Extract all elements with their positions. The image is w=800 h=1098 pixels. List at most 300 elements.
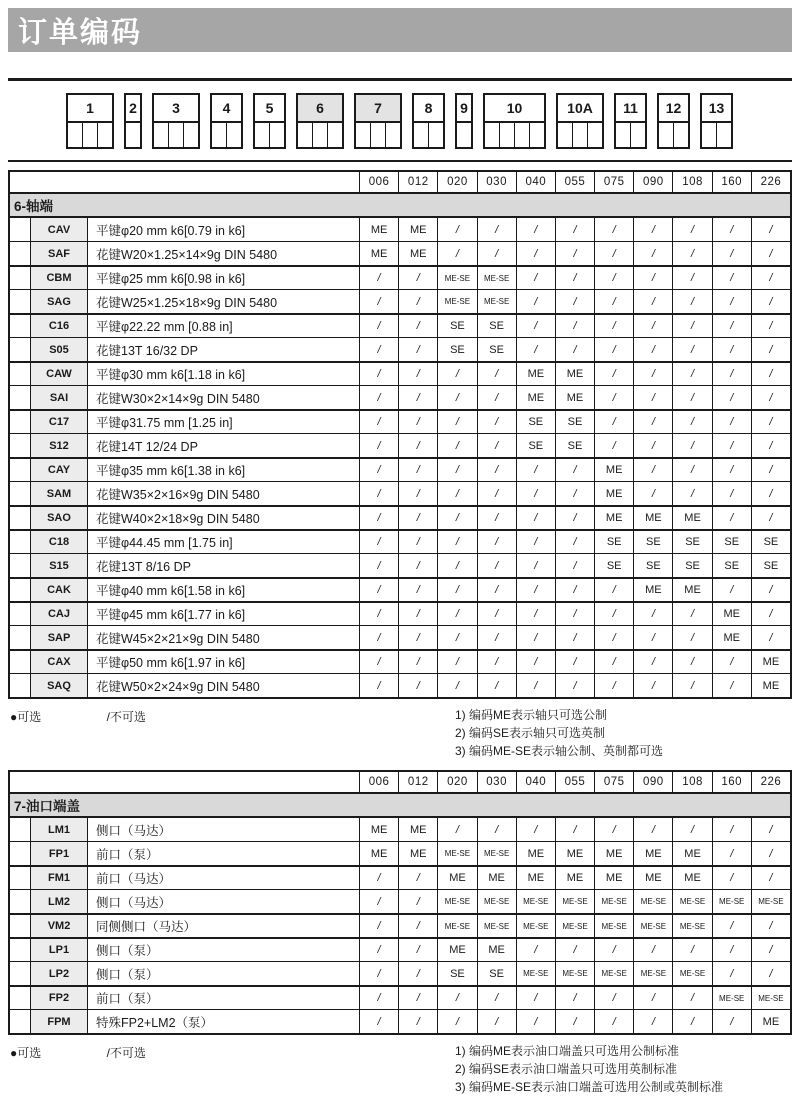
value-cell: / [359, 531, 398, 553]
row-code: SAF [30, 242, 88, 265]
value-cell: ME [633, 842, 672, 865]
value-cell: / [516, 651, 555, 673]
code-box-subcells-13 [700, 123, 733, 149]
value-cell: / [359, 939, 398, 961]
page [8, 8, 792, 1098]
value-cell: ME-SE [477, 915, 516, 937]
size-column-header-012: 012 [398, 172, 437, 192]
value-cell: / [672, 338, 711, 361]
code-box-label-2: 2 [124, 93, 142, 123]
table-row-CBM [10, 265, 790, 289]
size-column-header-108: 108 [672, 772, 711, 792]
value-cell: / [359, 1010, 398, 1033]
value-cell: / [672, 987, 711, 1009]
value-cell: / [672, 482, 711, 505]
value-cell: / [633, 218, 672, 241]
value-cell: ME-SE [712, 890, 751, 913]
code-box-subcell [529, 123, 544, 147]
value-cell: ME-SE [477, 290, 516, 313]
value-cell: / [672, 818, 711, 841]
legend-not-available: /不可选 [106, 710, 146, 724]
table-row-SAG [10, 289, 790, 313]
value-cell: SE [516, 434, 555, 457]
value-cell: SE [672, 554, 711, 577]
value-cell: / [672, 363, 711, 385]
value-cell: ME-SE [516, 890, 555, 913]
code-box-subcells-10A [556, 123, 604, 149]
value-cell: ME [672, 507, 711, 529]
row-description: 花键W35×2×16×9g DIN 5480 [96, 487, 260, 502]
value-cell: / [437, 507, 476, 529]
value-cell: / [437, 579, 476, 601]
value-cell: ME-SE [594, 962, 633, 985]
table-row-SAQ [10, 673, 790, 697]
value-cell: / [516, 459, 555, 481]
value-cell: / [712, 651, 751, 673]
legend [8, 1040, 455, 1098]
value-cell: / [477, 818, 516, 841]
value-cell: / [751, 218, 790, 241]
row-spacer [10, 626, 30, 649]
value-cell: / [672, 626, 711, 649]
note-line: 3) 编码ME-SE表示轴公制、英制都可选 [455, 744, 664, 758]
row-description: 花键W40×2×18×9g DIN 5480 [96, 512, 260, 526]
value-cell: / [555, 242, 594, 265]
size-column-header-226: 226 [751, 172, 790, 192]
value-cell: / [555, 987, 594, 1009]
value-cell: / [516, 579, 555, 601]
port-cover-notes [455, 1040, 792, 1098]
value-cell: / [437, 242, 476, 265]
row-description: 平键φ25 mm k6[0.98 in k6] [96, 272, 246, 286]
row-code: LM2 [30, 890, 88, 913]
value-cell: SE [633, 531, 672, 553]
value-cell: / [359, 915, 398, 937]
value-cell: / [359, 507, 398, 529]
table-row-LP2 [10, 961, 790, 985]
value-cell: / [437, 363, 476, 385]
row-code: SAO [30, 507, 88, 529]
row-code: CBM [30, 267, 88, 289]
size-header-row [10, 172, 790, 194]
value-cell: / [477, 674, 516, 697]
value-cell: / [477, 603, 516, 625]
code-box-subcell [428, 123, 443, 147]
value-cell: / [359, 386, 398, 409]
value-cell: / [633, 315, 672, 337]
code-box-label-13: 13 [700, 93, 733, 123]
value-cell: ME [359, 818, 398, 841]
value-cell: / [672, 459, 711, 481]
value-cell: / [477, 1010, 516, 1033]
row-description: 平键φ40 mm k6[1.58 in k6] [96, 584, 246, 598]
code-box-group-3 [152, 93, 200, 149]
code-box-label-12: 12 [657, 93, 690, 123]
code-box-subcell [154, 123, 168, 147]
value-cell: ME-SE [437, 890, 476, 913]
code-box-subcells-11 [614, 123, 647, 149]
value-cell: SE [516, 411, 555, 433]
value-cell: / [633, 674, 672, 697]
value-cell: ME [555, 842, 594, 865]
table-row-FM1 [10, 865, 790, 889]
code-box-group-8 [412, 93, 445, 149]
value-cell: / [516, 554, 555, 577]
value-cell: / [398, 890, 437, 913]
value-cell: / [594, 218, 633, 241]
row-code: LP2 [30, 962, 88, 985]
table-row-CAX [10, 649, 790, 673]
value-cell: ME [398, 218, 437, 241]
value-cell: / [477, 579, 516, 601]
value-cell: / [477, 507, 516, 529]
value-cell: / [555, 338, 594, 361]
row-description: 平键φ20 mm k6[0.79 in k6] [96, 223, 246, 238]
value-cell: / [594, 242, 633, 265]
size-column-header-226: 226 [751, 772, 790, 792]
value-cell: / [751, 579, 790, 601]
row-spacer [10, 939, 30, 961]
value-cell: / [594, 363, 633, 385]
value-cell: ME [398, 242, 437, 265]
value-cell: / [516, 315, 555, 337]
value-cell: / [516, 818, 555, 841]
value-cell: ME [751, 1010, 790, 1033]
value-cell: / [398, 867, 437, 889]
row-code: S12 [30, 434, 88, 457]
code-box-subcell [716, 123, 731, 147]
table-row-SAI [10, 385, 790, 409]
value-cell: / [712, 290, 751, 313]
row-spacer [10, 363, 30, 385]
value-cell: SE [477, 315, 516, 337]
row-code: CAK [30, 579, 88, 601]
value-cell: / [751, 939, 790, 961]
value-cell: / [437, 987, 476, 1009]
row-description: 侧口（泵） [96, 967, 159, 982]
code-box-subcell [659, 123, 673, 147]
value-cell: / [672, 651, 711, 673]
value-cell: ME [477, 939, 516, 961]
value-cell: ME-SE [751, 987, 790, 1009]
code-box-label-10: 10 [483, 93, 546, 123]
value-cell: / [633, 482, 672, 505]
value-cell: / [633, 434, 672, 457]
row-spacer [10, 459, 30, 481]
table-row-CAY [10, 457, 790, 481]
value-cell: / [751, 459, 790, 481]
value-cell: ME-SE [437, 842, 476, 865]
note-line: 3) 编码ME-SE表示油口端盖可选用公制或英制标准 [455, 1080, 724, 1094]
value-cell: ME-SE [751, 890, 790, 913]
value-cell: / [594, 434, 633, 457]
value-cell: / [672, 1010, 711, 1033]
value-cell: ME [359, 242, 398, 265]
value-cell: ME [751, 674, 790, 697]
value-cell: ME [594, 507, 633, 529]
row-code: FM1 [30, 867, 88, 889]
row-spacer [10, 386, 30, 409]
legend-optional: ●可选 [10, 1046, 42, 1060]
row-description: 平键φ22.22 mm [0.88 in] [96, 320, 233, 334]
value-cell: / [751, 290, 790, 313]
value-cell: / [751, 363, 790, 385]
table-row-CAK [10, 577, 790, 601]
value-cell: / [633, 626, 672, 649]
value-cell: / [359, 315, 398, 337]
row-description: 花键13T 8/16 DP [96, 559, 191, 574]
size-column-header-012: 012 [398, 772, 437, 792]
value-cell: ME [516, 386, 555, 409]
value-cell: / [712, 267, 751, 289]
value-cell: / [672, 242, 711, 265]
value-cell: / [555, 651, 594, 673]
value-cell: ME [555, 386, 594, 409]
code-box-subcell [414, 123, 428, 147]
top-rule [8, 78, 792, 81]
value-cell: / [477, 987, 516, 1009]
table-row-LM2 [10, 889, 790, 913]
value-cell: / [594, 987, 633, 1009]
table-row-C16 [10, 313, 790, 337]
value-cell: / [712, 459, 751, 481]
row-spacer [10, 818, 30, 841]
value-cell: / [594, 626, 633, 649]
size-column-header-075: 075 [594, 172, 633, 192]
value-cell: / [437, 459, 476, 481]
value-cell: / [555, 315, 594, 337]
row-code: SAP [30, 626, 88, 649]
size-header-row [10, 772, 790, 794]
row-description: 平键φ30 mm k6[1.18 in k6] [96, 368, 246, 382]
size-header-spacer [10, 772, 359, 792]
row-spacer [10, 987, 30, 1009]
size-column-header-040: 040 [516, 772, 555, 792]
value-cell: / [555, 531, 594, 553]
row-code: CAV [30, 218, 88, 241]
value-cell: / [633, 290, 672, 313]
size-column-header-075: 075 [594, 772, 633, 792]
value-cell: / [712, 579, 751, 601]
row-code: SAI [30, 386, 88, 409]
value-cell: / [516, 603, 555, 625]
code-box-subcell [572, 123, 587, 147]
value-cell: / [594, 290, 633, 313]
row-code: LP1 [30, 939, 88, 961]
value-cell: / [751, 867, 790, 889]
value-cell: / [751, 338, 790, 361]
size-column-header-006: 006 [359, 772, 398, 792]
code-box-subcell [168, 123, 183, 147]
value-cell: ME-SE [633, 890, 672, 913]
row-spacer [10, 962, 30, 985]
table-row-S12 [10, 433, 790, 457]
value-cell: / [712, 674, 751, 697]
row-spacer [10, 482, 30, 505]
code-box-subcell [327, 123, 342, 147]
value-cell: / [555, 674, 594, 697]
code-box-group-11 [614, 93, 647, 149]
value-cell: / [751, 315, 790, 337]
value-cell: / [751, 242, 790, 265]
note-line: 2) 编码SE表示轴只可选英制 [455, 726, 606, 740]
code-box-group-12 [657, 93, 690, 149]
value-cell: / [712, 315, 751, 337]
row-description: 前口（泵） [96, 847, 159, 862]
code-box-subcell [702, 123, 716, 147]
value-cell: / [712, 386, 751, 409]
value-cell: / [359, 554, 398, 577]
value-cell: / [633, 603, 672, 625]
code-box-label-4: 4 [210, 93, 243, 123]
value-cell: ME-SE [437, 290, 476, 313]
value-cell: / [398, 579, 437, 601]
size-column-header-020: 020 [437, 172, 476, 192]
value-cell: / [672, 267, 711, 289]
value-cell: / [555, 579, 594, 601]
code-box-subcell [183, 123, 198, 147]
value-cell: ME-SE [594, 915, 633, 937]
value-cell: / [712, 867, 751, 889]
value-cell: / [633, 987, 672, 1009]
value-cell: / [672, 939, 711, 961]
value-cell: / [359, 987, 398, 1009]
value-cell: SE [594, 554, 633, 577]
row-code: SAQ [30, 674, 88, 697]
value-cell: / [555, 626, 594, 649]
table-row-SAF [10, 241, 790, 265]
row-description: 同侧侧口（马达） [96, 920, 197, 934]
code-box-subcells-9 [455, 123, 473, 149]
row-code: LM1 [30, 818, 88, 841]
value-cell: / [437, 554, 476, 577]
value-cell: / [594, 651, 633, 673]
row-spacer [10, 603, 30, 625]
row-spacer [10, 267, 30, 289]
value-cell: / [398, 338, 437, 361]
code-box-subcell [514, 123, 529, 147]
value-cell: / [398, 626, 437, 649]
section-header: 6-轴端 [10, 194, 790, 217]
code-box-group-2 [124, 93, 142, 149]
value-cell: / [555, 603, 594, 625]
value-cell: / [751, 482, 790, 505]
row-spacer [10, 411, 30, 433]
code-box-subcell [673, 123, 688, 147]
value-cell: / [477, 363, 516, 385]
value-cell: / [437, 218, 476, 241]
value-cell: / [555, 554, 594, 577]
value-cell: / [477, 242, 516, 265]
value-cell: / [516, 338, 555, 361]
value-cell: / [398, 554, 437, 577]
value-cell: / [555, 459, 594, 481]
row-description: 花键W50×2×24×9g DIN 5480 [96, 679, 260, 694]
size-column-header-090: 090 [633, 172, 672, 192]
code-box-label-7: 7 [354, 93, 402, 123]
row-spacer [10, 579, 30, 601]
value-cell: ME-SE [516, 915, 555, 937]
table-row-CAJ [10, 601, 790, 625]
code-box-subcell [226, 123, 241, 147]
value-cell: / [751, 962, 790, 985]
value-cell: / [398, 962, 437, 985]
code-box-subcell [587, 123, 602, 147]
row-description: 特殊FP2+LM2（泵） [96, 1015, 214, 1030]
value-cell: ME [712, 626, 751, 649]
value-cell: / [437, 603, 476, 625]
value-cell: ME [594, 459, 633, 481]
value-cell: / [359, 338, 398, 361]
value-cell: / [751, 818, 790, 841]
row-spacer [10, 338, 30, 361]
value-cell: / [359, 482, 398, 505]
value-cell: / [477, 411, 516, 433]
code-box-subcell [485, 123, 499, 147]
value-cell: ME [398, 842, 437, 865]
value-cell: / [594, 674, 633, 697]
section-header: 7-油口端盖 [10, 794, 790, 817]
value-cell: / [398, 363, 437, 385]
code-box-subcells-10 [483, 123, 546, 149]
value-cell: / [477, 386, 516, 409]
value-cell: / [712, 842, 751, 865]
row-description: 前口（泵） [96, 992, 159, 1006]
code-box-subcell [298, 123, 312, 147]
value-cell: / [712, 338, 751, 361]
value-cell: / [398, 987, 437, 1009]
code-box-subcells-1 [66, 123, 114, 149]
value-cell: SE [594, 531, 633, 553]
value-cell: / [594, 338, 633, 361]
row-spacer [10, 842, 30, 865]
value-cell: / [555, 218, 594, 241]
table-row-S05 [10, 337, 790, 361]
value-cell: / [633, 459, 672, 481]
value-cell: / [672, 674, 711, 697]
value-cell: ME [437, 867, 476, 889]
value-cell: ME [516, 867, 555, 889]
code-box-subcell [385, 123, 400, 147]
code-box-subcell [269, 123, 284, 147]
value-cell: ME-SE [477, 267, 516, 289]
code-box-subcells-2 [124, 123, 142, 149]
code-box-label-3: 3 [152, 93, 200, 123]
page-title: 订单编码 [18, 16, 143, 49]
row-code: FP1 [30, 842, 88, 865]
value-cell: ME [359, 218, 398, 241]
row-description: 花键13T 16/32 DP [96, 343, 198, 358]
value-cell: ME-SE [516, 962, 555, 985]
value-cell: ME-SE [555, 890, 594, 913]
value-cell: / [477, 482, 516, 505]
value-cell: / [712, 507, 751, 529]
code-box-subcell [356, 123, 370, 147]
value-cell: / [516, 507, 555, 529]
size-column-header-020: 020 [437, 772, 476, 792]
note-line: 1) 编码ME表示油口端盖只可选用公制标准 [455, 1044, 680, 1058]
value-cell: / [398, 651, 437, 673]
value-cell: / [555, 818, 594, 841]
value-cell: ME-SE [437, 915, 476, 937]
value-cell: / [594, 267, 633, 289]
code-box-subcell [370, 123, 385, 147]
value-cell: / [672, 290, 711, 313]
value-cell: / [398, 939, 437, 961]
value-cell: ME [398, 818, 437, 841]
value-cell: / [751, 507, 790, 529]
value-cell: / [633, 386, 672, 409]
